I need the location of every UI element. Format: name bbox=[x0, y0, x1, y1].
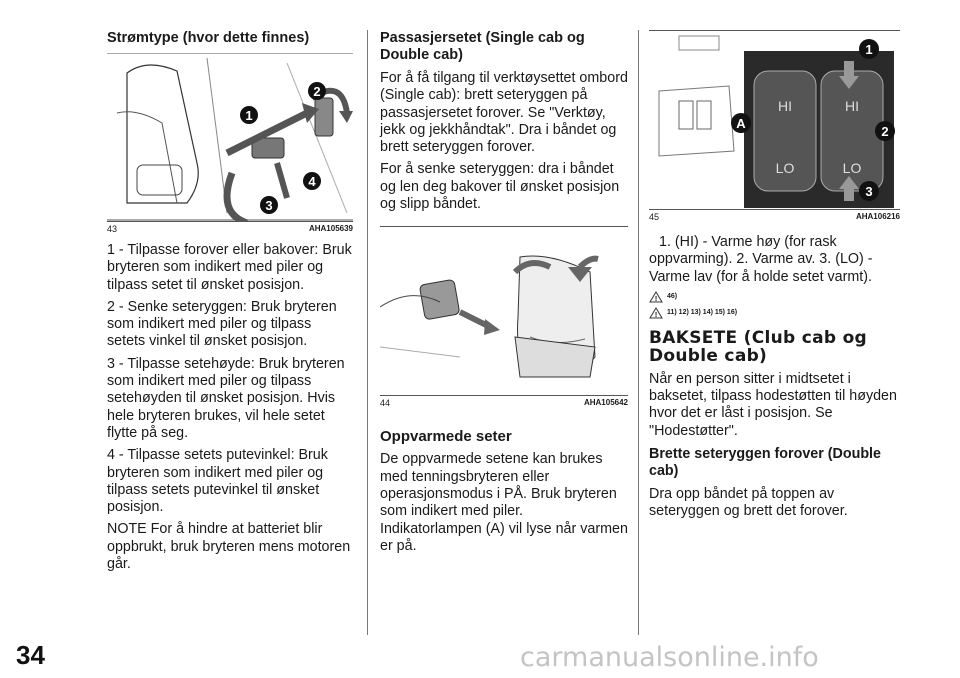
figure-number: 44 bbox=[380, 398, 391, 409]
fig45-label-1: 1 bbox=[865, 42, 873, 57]
note-paragraph: NOTE For å hindre at batteriet blir oppbrukt, bruk bryteren mens motoren går. bbox=[107, 521, 351, 573]
figure-44-caption bbox=[380, 398, 628, 408]
fig43-label-1: 1 bbox=[245, 108, 253, 123]
paragraph: Når en person sitter i midtsetet i baksetet, tilpass hodestøtten til høyden hvor det er låst i posisjon. Se "Hodestøtter". bbox=[649, 370, 897, 439]
figure-45-caption bbox=[649, 212, 900, 222]
paragraph: De oppvarmede setene kan brukes med tenningsbryteren eller operasjonsmodus i PÅ. Bruk bryteren som indikert med piler. Indikatorlampen (A) vil lyse når varmen er på. bbox=[380, 451, 628, 554]
svg-text:!: ! bbox=[654, 311, 658, 319]
paragraph: 2 - Senke seteryggen: Bruk bryteren som indikert med piler og tilpass setets vinkel til ønsket posisjon. bbox=[107, 298, 337, 350]
warning-triangle-icon bbox=[649, 307, 663, 319]
heading-heated-seats: Oppvarmede seter bbox=[380, 428, 512, 446]
fig43-label-4: 4 bbox=[308, 174, 316, 189]
warning-triangle-icon bbox=[649, 291, 663, 303]
fig45-label-a: A bbox=[736, 116, 746, 131]
heading-fold-backrest: Brette seteryggen forover (Double cab) bbox=[649, 446, 881, 480]
heated-seat-switch-illustration bbox=[649, 31, 900, 208]
heading-power-type: Strømtype (hvor dette finnes) bbox=[107, 30, 310, 46]
paragraph: 3 - Tilpasse setehøyde: Bruk bryteren som indikert med piler og tilpass setehøyden til ønsket posisjon. Hvis hele bryteren brukes, vil hele setet flytte på seg. bbox=[107, 355, 345, 441]
seat-adjust-illustration bbox=[107, 53, 353, 221]
passenger-seat-illustration bbox=[380, 227, 628, 393]
right-switch-hi: HI bbox=[845, 98, 859, 114]
fig45-label-2: 2 bbox=[881, 124, 889, 139]
side-chapter-title bbox=[12, 20, 52, 620]
heading-passenger-seat: Passasjersetet (Single cab og Double cab) bbox=[380, 30, 585, 63]
paragraph: Dra opp båndet på toppen av seteryggen og brett det forover. bbox=[649, 486, 848, 520]
fig43-label-3: 3 bbox=[265, 198, 273, 213]
figure-code: AHA106216 bbox=[855, 212, 900, 221]
right-switch-lo: LO bbox=[842, 160, 862, 176]
figure-43-caption bbox=[107, 224, 353, 234]
warning-ref-2 bbox=[649, 307, 900, 319]
left-switch-hi: HI bbox=[778, 98, 792, 114]
left-switch-lo: LO bbox=[775, 160, 795, 176]
warning-ref-text: 11) 12) 13) 14) 15) 16) bbox=[667, 309, 738, 317]
paragraph: 1 - Tilpasse forover eller bakover: Bruk bryteren som indikert med piler og tilpass setet til ønsket posisjon. bbox=[107, 242, 352, 293]
column-divider bbox=[638, 30, 639, 635]
column-2 bbox=[380, 30, 628, 560]
figure-number: 43 bbox=[107, 224, 118, 234]
column-1 bbox=[107, 30, 353, 578]
figure-number: 45 bbox=[649, 212, 660, 222]
warning-ref-text: 46) bbox=[667, 293, 678, 301]
fig45-label-3: 3 bbox=[865, 184, 873, 199]
paragraph: For å få tilgang til verktøysettet ombord (Single cab): brett seteryggen på passasjersetet forover. Se "Verktøy, jekk og jekkhåndtak". Dra i båndet og brett seteryggen forover. bbox=[380, 70, 628, 156]
figure-43 bbox=[107, 53, 353, 222]
page-number: 34 bbox=[16, 640, 45, 670]
figure-45 bbox=[649, 30, 900, 210]
paragraph: For å senke seteryggen: dra i båndet og len deg bakover til ønsket posisjon og slipp båndet. bbox=[380, 161, 620, 213]
warning-ref-1 bbox=[649, 291, 900, 303]
paragraph: 4 - Tilpasse setets putevinkel: Bruk bryteren som indikert med piler og tilpass setets putevinkel til ønsket posisjon. bbox=[107, 447, 328, 516]
watermark: carmanualsonline.info bbox=[520, 642, 819, 673]
figure-code: AHA105642 bbox=[583, 398, 628, 408]
figure-code: AHA105639 bbox=[308, 224, 353, 233]
svg-text:!: ! bbox=[654, 295, 658, 303]
fig43-label-2: 2 bbox=[313, 84, 321, 99]
heading-rear-seat: BAKSETE (Club cab og Double cab) bbox=[649, 327, 868, 366]
figure-44 bbox=[380, 226, 628, 396]
heated-seat-list: 1. (HI) - Varme høy (for rask oppvarming). 2. Varme av. 3. (LO) - Varme lav (for å holde setet varmt). bbox=[649, 234, 873, 285]
column-3 bbox=[649, 30, 900, 526]
column-divider bbox=[367, 30, 368, 635]
